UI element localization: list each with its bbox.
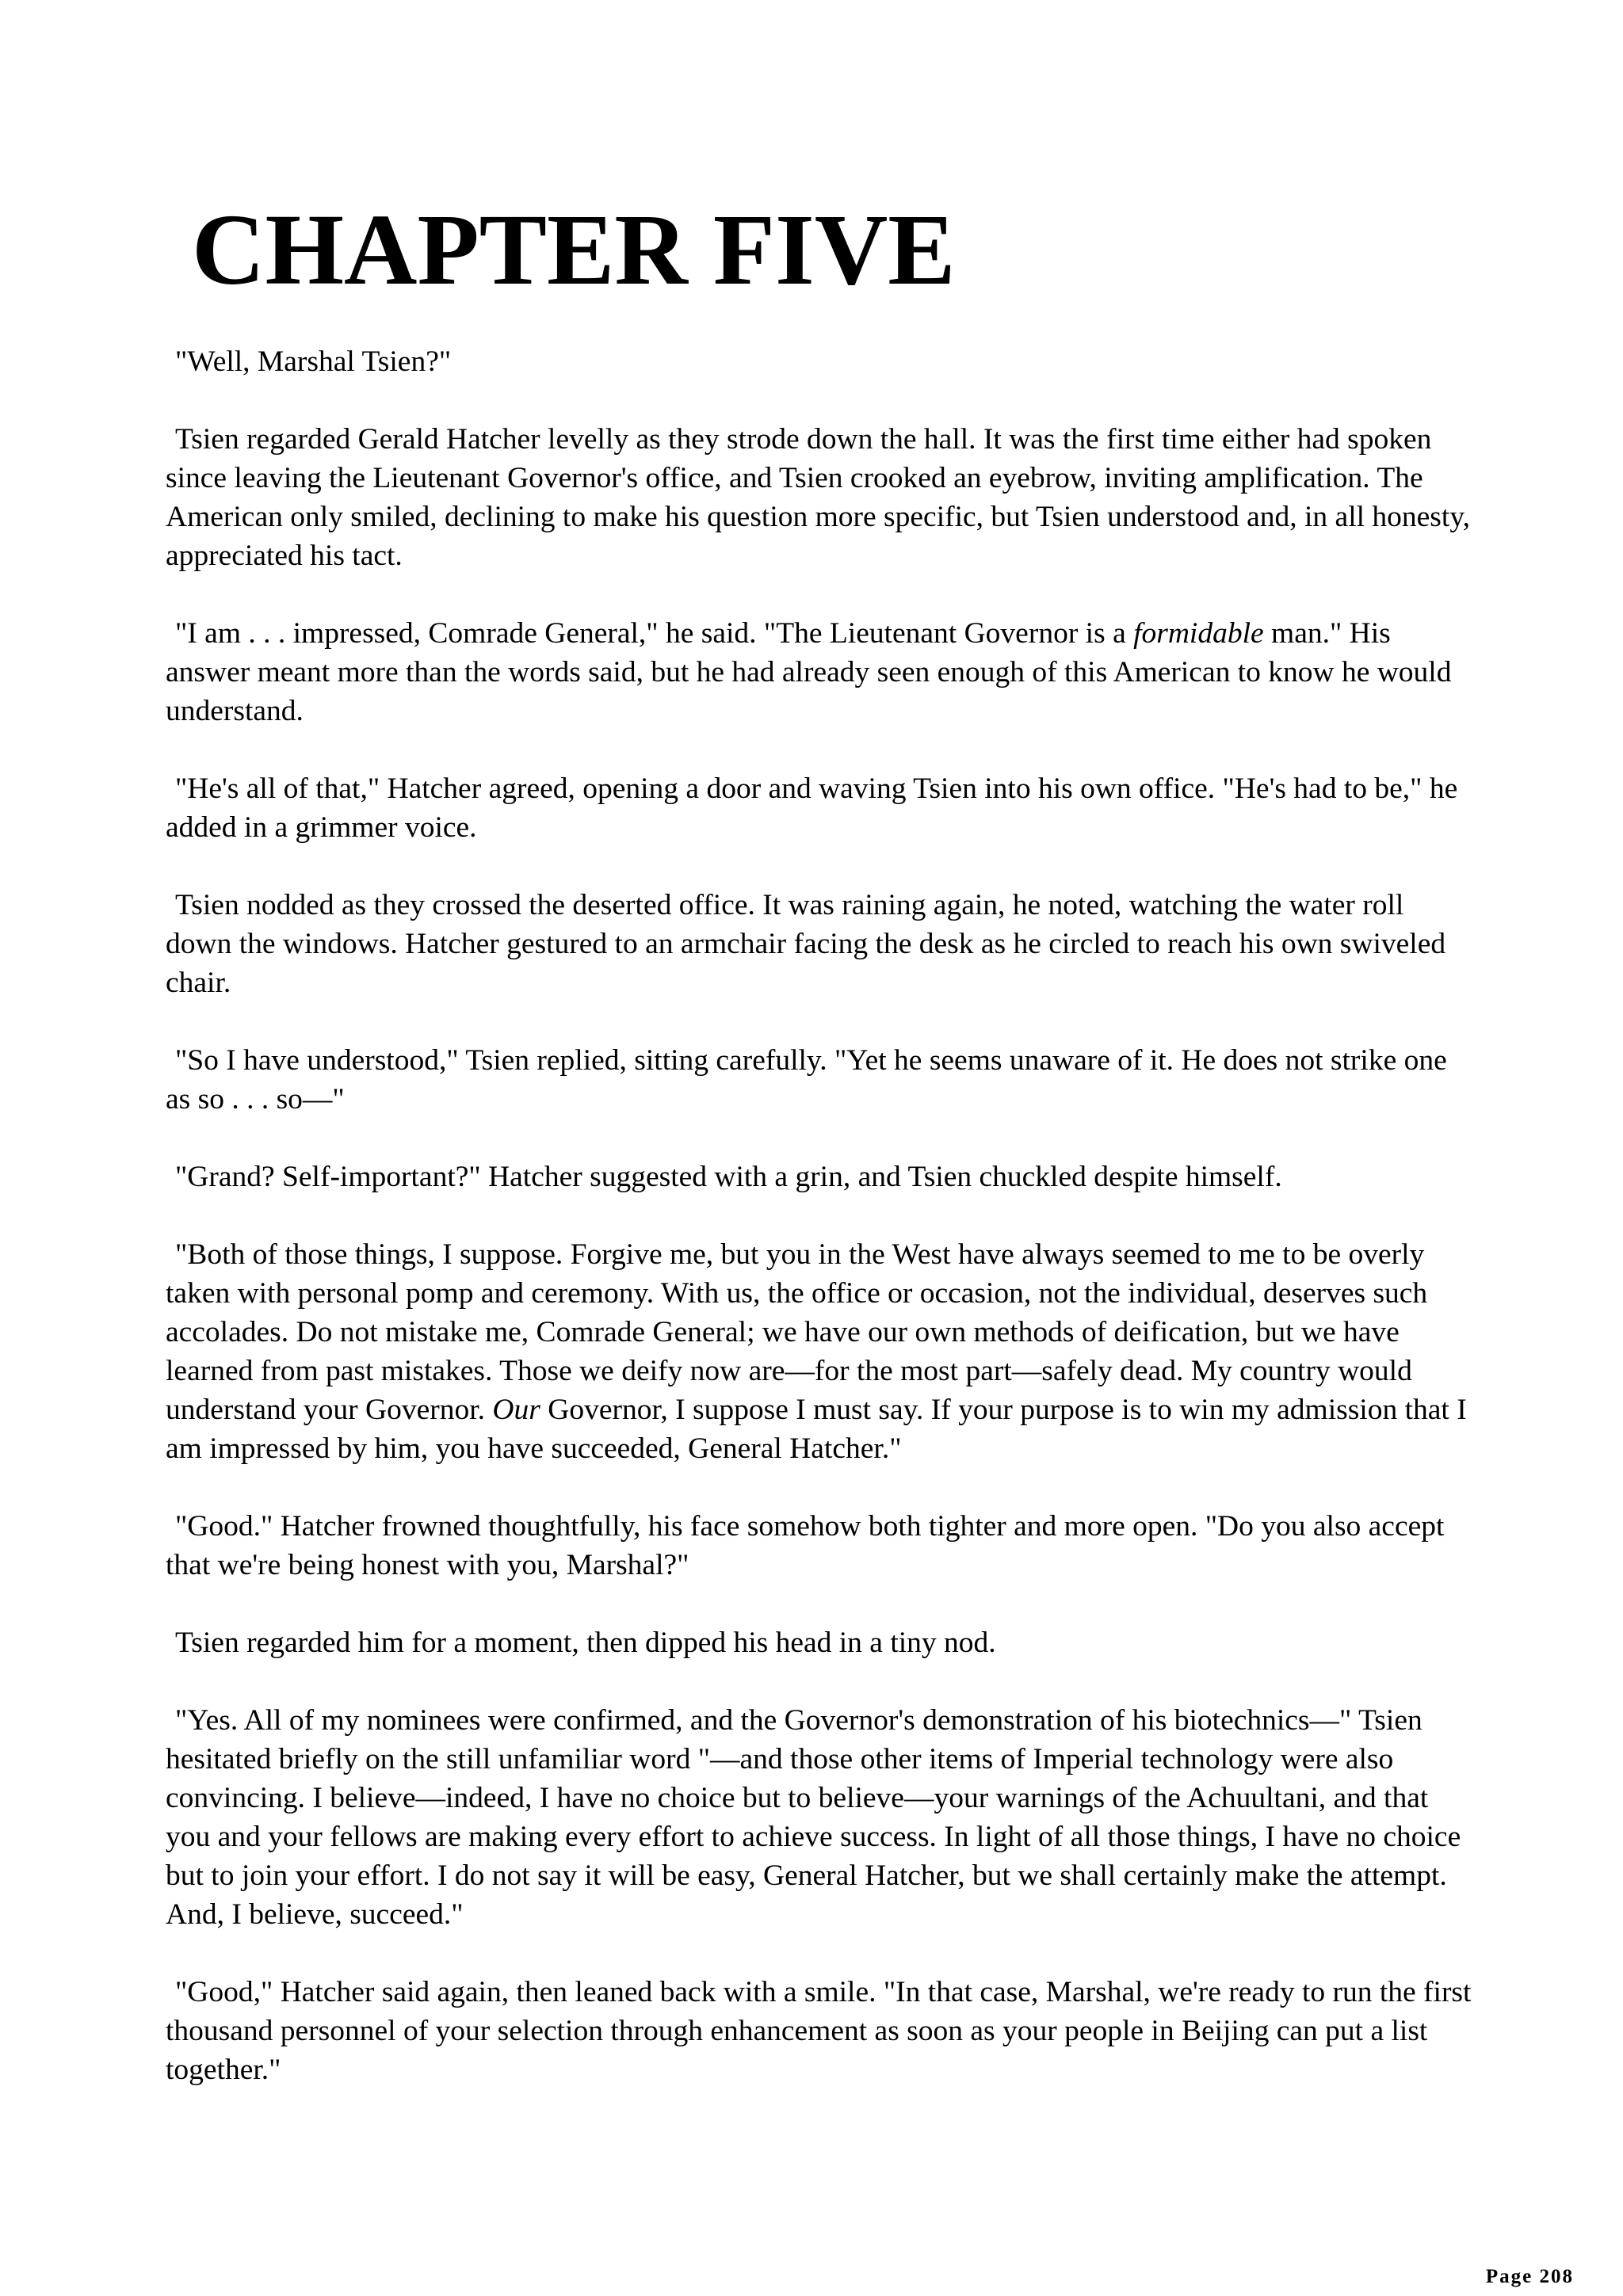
emphasis-our: Our xyxy=(492,1394,540,1426)
paragraph-11: "Yes. All of my nominees were confirmed, and the Governor's demonstration of his biotechnics—" Tsien hesitated briefly on the still unfamiliar word "—and those other items of Imperial technology were also convincing. I believe—indeed, I have no choice but to believe—your warnings of the Achuultani, and that you and your fellows are making every effort to achieve success. In light of all those things, I have no choice but to join your effort. I do not say it will be easy, General Hatcher, but we shall certainly make the attempt. And, I believe, succeed." xyxy=(166,1704,1461,1931)
paragraph-12: "Good," Hatcher said again, then leaned back with a smile. "In that case, Marshal, we're ready to run the first thousand personnel of your selection through enhancement as soon as your people in Beijing can put a list together." xyxy=(166,1976,1472,2086)
paragraph-7: "Grand? Self-important?" Hatcher suggested with a grin, and Tsien chuckled despite himself. xyxy=(175,1161,1282,1193)
emphasis-formidable: formidable xyxy=(1133,617,1264,650)
paragraph-3-before: "I am . . . impressed, Comrade General," he said. "The Lieutenant Governor is a xyxy=(175,617,1134,650)
body-text xyxy=(166,342,1473,2128)
paragraph-6: "So I have understood," Tsien replied, sitting carefully. "Yet he seems unaware of it. He does not strike one as so . . . so—" xyxy=(166,1044,1447,1116)
paragraph-9: "Good." Hatcher frowned thoughtfully, his face somehow both tighter and more open. "Do you also accept that we're being honest with you, Marshal?" xyxy=(166,1510,1445,1581)
paragraph-8-before: "Both of those things, I suppose. Forgive me, but you in the West have always seemed to me to be overly taken with personal pomp and ceremony. With us, the office or occasion, not the individual, deserves such accolades. Do not mistake me, Comrade General; we have our own methods of deification, but we have learned from past mistakes. Those we deify now are—for the most part—safely dead. My country would understand your Governor. xyxy=(166,1238,1428,1426)
chapter-title: CHAPTER FIVE xyxy=(192,193,956,306)
paragraph-3 xyxy=(166,614,1473,730)
paragraph-1: "Well, Marshal Tsien?" xyxy=(175,345,452,378)
paragraph-4: "He's all of that," Hatcher agreed, opening a door and waving Tsien into his own office. "He's had to be," he added in a grimmer voice. xyxy=(166,772,1458,844)
paragraph-5: Tsien nodded as they crossed the deserted office. It was raining again, he noted, watching the water roll down the windows. Hatcher gestured to an armchair facing the desk as he circled to reach his own swiveled chair. xyxy=(166,889,1446,999)
paragraph-8-after: Governor, I suppose I must say. If your purpose is to win my admission that I am impressed by him, you have succeeded, General Hatcher." xyxy=(166,1394,1467,1465)
paragraph-8 xyxy=(166,1235,1473,1468)
paragraph-10: Tsien regarded him for a moment, then dipped his head in a tiny nod. xyxy=(175,1627,996,1659)
page-number: Page 208 xyxy=(1485,2266,1574,2287)
paragraph-3-after: man." His answer meant more than the words said, but he had already seen enough of this American to know he would understand. xyxy=(166,617,1452,727)
paragraph-2: Tsien regarded Gerald Hatcher levelly as they strode down the hall. It was the first time either had spoken since leaving the Lieutenant Governor's office, and Tsien crooked an eyebrow, inviting amplification. The American only smiled, declining to make his question more specific, but Tsien understood and, in all honesty, appreciated his tact. xyxy=(166,423,1471,572)
